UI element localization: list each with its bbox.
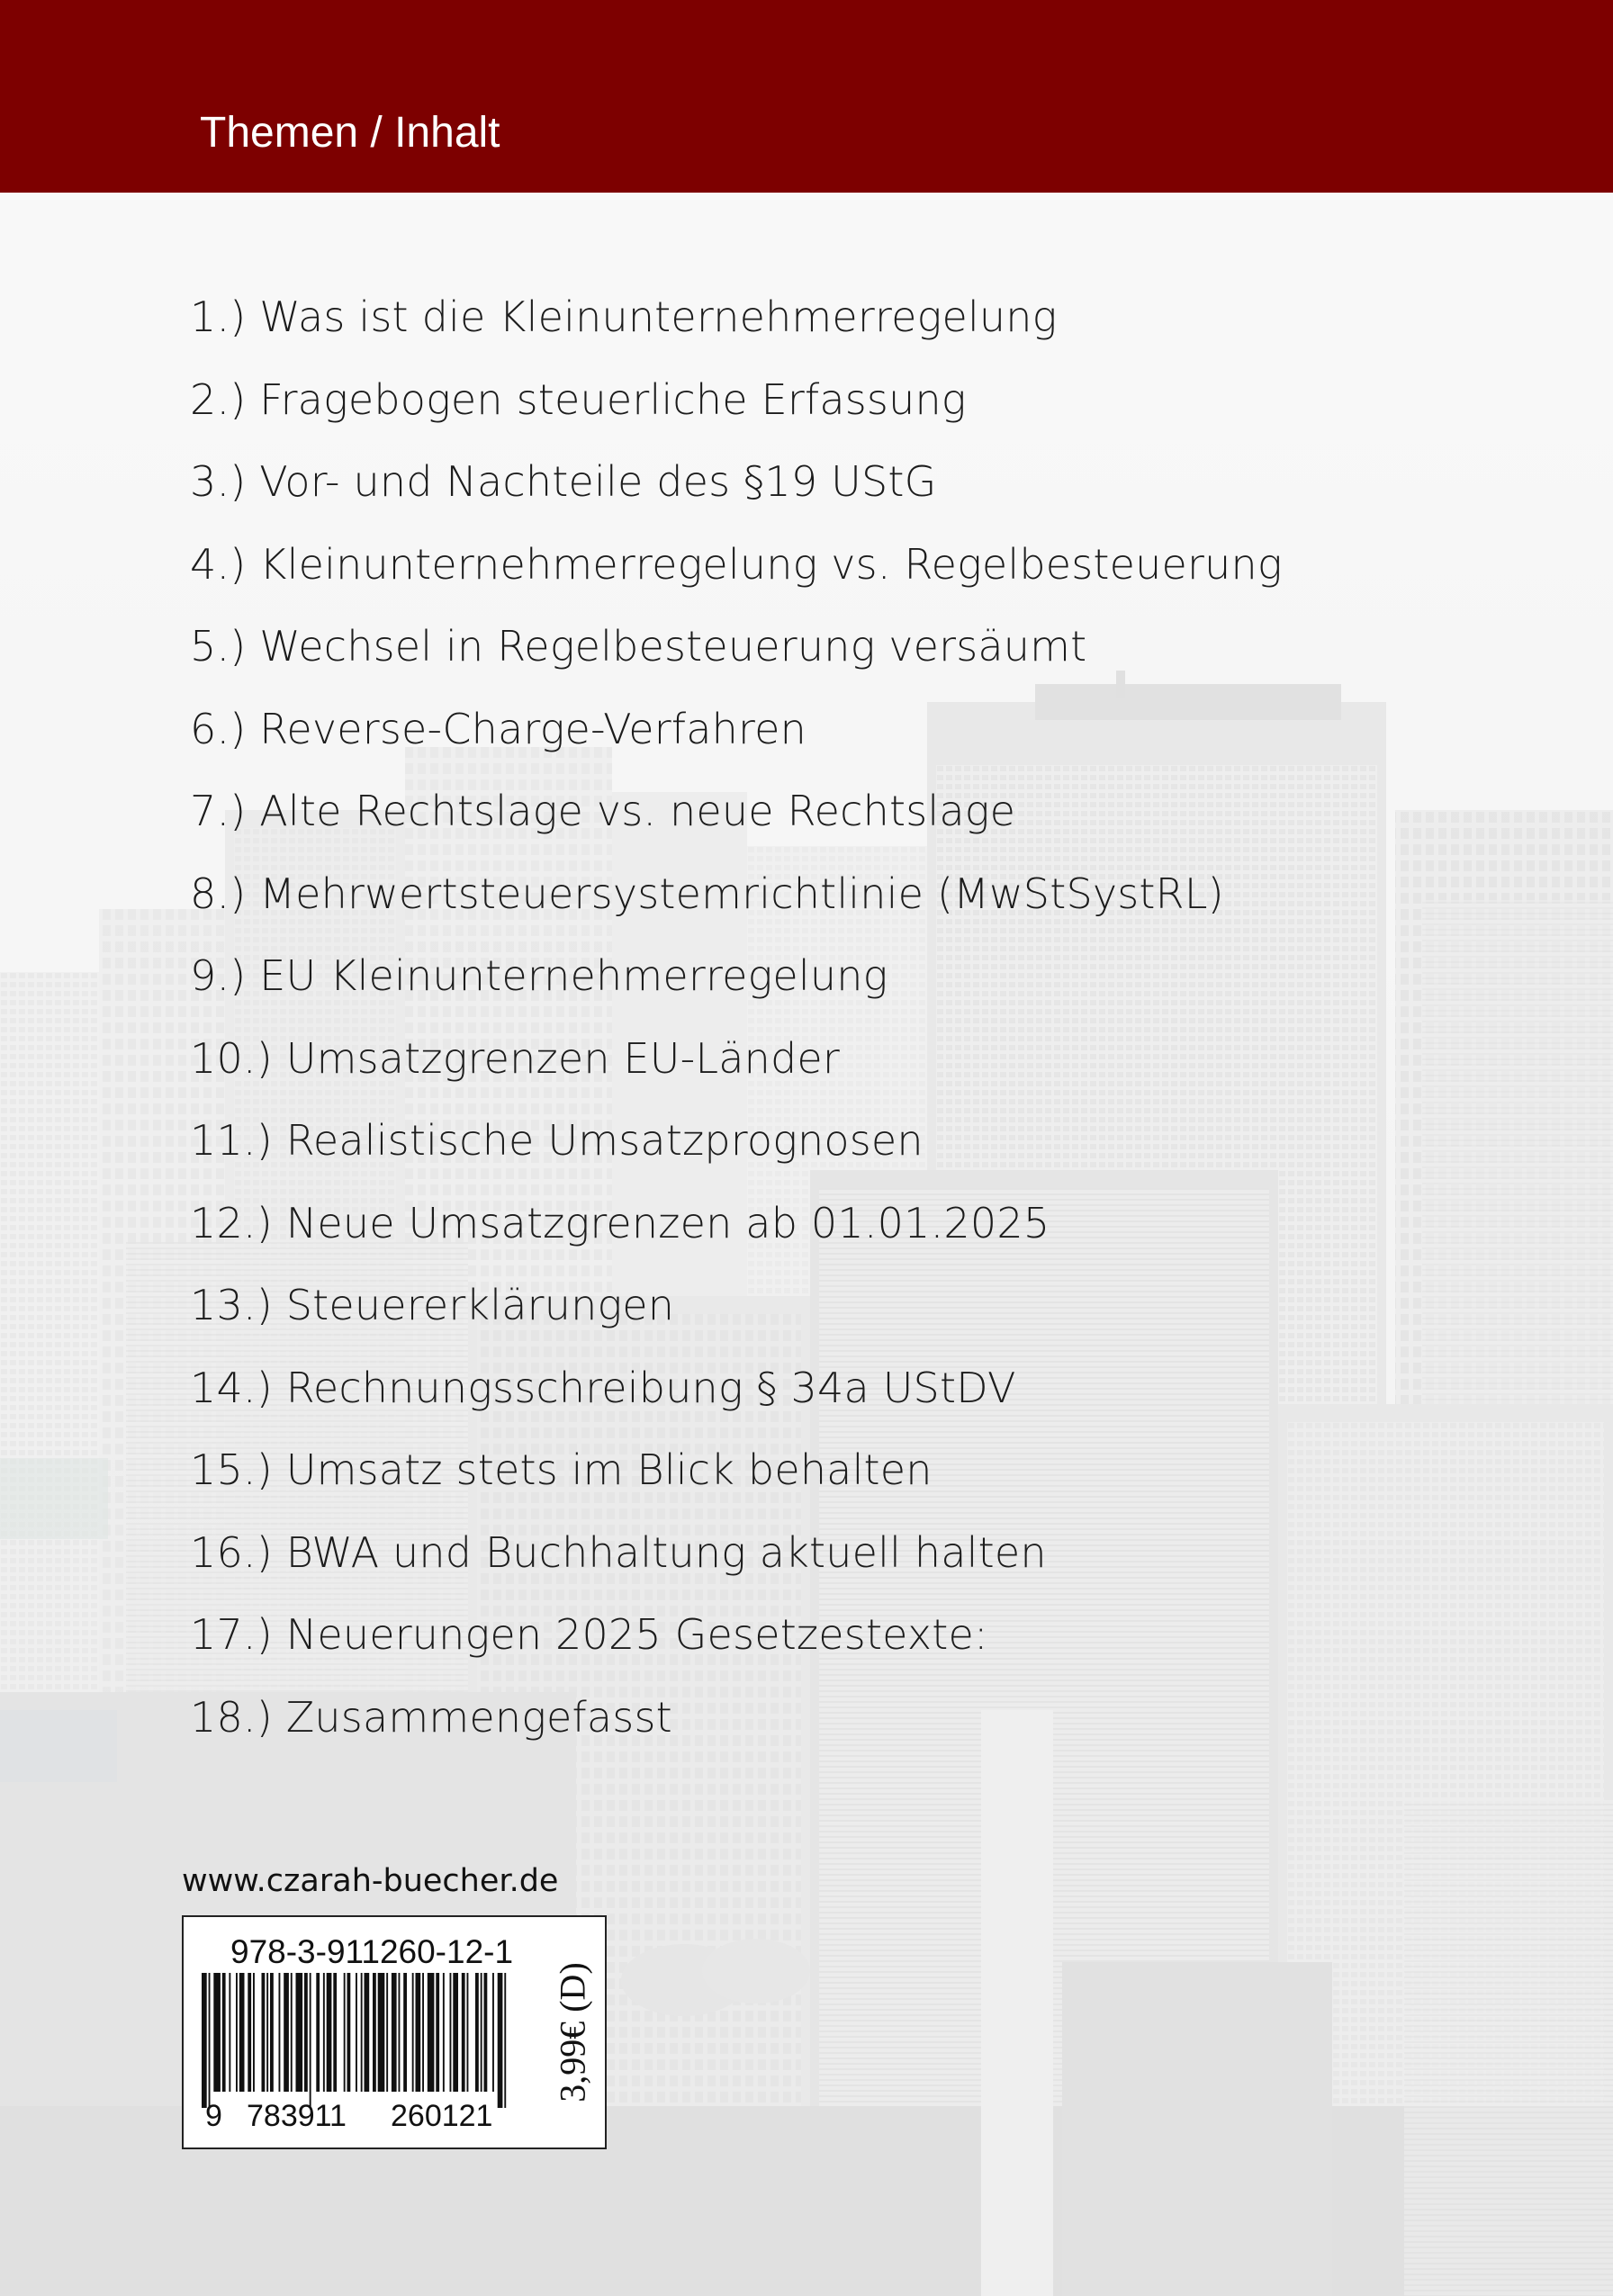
barcode-bar — [422, 1973, 424, 2092]
barcode-bar — [213, 1973, 221, 2092]
barcode-bar — [392, 1973, 397, 2092]
barcode-bar — [356, 1973, 357, 2092]
barcode-bar — [291, 1973, 293, 2092]
barcode-digits-right: 260121 — [391, 2099, 493, 2133]
barcode-bar — [412, 1973, 414, 2092]
barcode-bar — [403, 1973, 407, 2092]
isbn-number: 978-3-911260-12-1 — [230, 1933, 514, 1970]
toc-item: 1.) Was ist die Kleinunternehmerregelung — [190, 293, 1058, 341]
barcode-bar — [236, 1973, 238, 2092]
toc-item: 6.) Reverse-Charge-Verfahren — [190, 704, 806, 753]
barcode-bar — [209, 1973, 211, 2108]
barcode-bar — [498, 1973, 503, 2108]
barcode-bar — [202, 1973, 207, 2108]
barcode-bar — [262, 1973, 266, 2092]
barcode-bar — [296, 1973, 303, 2092]
barcode-box — [182, 1915, 607, 2149]
table-of-contents — [190, 289, 1283, 1771]
header-title: Themen / Inhalt — [200, 109, 500, 157]
barcode-bar — [443, 1973, 445, 2092]
barcode-icon — [202, 1973, 526, 2108]
barcode-bar — [378, 1973, 385, 2092]
toc-item: 14.) Rechnungsschreibung § 34a UStDV — [190, 1363, 1016, 1412]
barcode-bar — [467, 1973, 469, 2092]
website-url: www.czarah-buecher.de — [182, 1863, 559, 1899]
barcode-bar — [253, 1973, 255, 2092]
barcode-bar — [386, 1973, 388, 2092]
barcode-bar — [279, 1973, 281, 2092]
toc-item: 15.) Umsatz stets im Blick behalten — [190, 1445, 933, 1494]
barcode-bar — [436, 1973, 439, 2092]
barcode-bar — [270, 1973, 274, 2092]
barcode-bar — [450, 1973, 452, 2092]
header-band — [0, 0, 1613, 193]
barcode-bar — [333, 1973, 337, 2092]
barcode-bar — [316, 1973, 320, 2092]
barcode-bar — [416, 1973, 421, 2092]
toc-item: 3.) Vor- und Nachteile des §19 UStG — [190, 457, 937, 506]
toc-item: 18.) Zusammengefasst — [190, 1692, 672, 1742]
barcode-bar — [481, 1973, 482, 2092]
barcode-digit-first: 9 — [205, 2099, 222, 2133]
barcode-bar — [327, 1973, 332, 2092]
barcode-bar — [365, 1973, 370, 2092]
barcode-bar — [453, 1973, 458, 2092]
barcode-bar — [266, 1973, 268, 2092]
barcode-bar — [361, 1973, 363, 2092]
toc-item: 13.) Steuererklärungen — [190, 1281, 675, 1329]
barcode-bar — [428, 1973, 435, 2092]
toc-item: 16.) BWA und Buchhaltung aktuell halten — [190, 1527, 1047, 1577]
barcode-bar — [475, 1973, 479, 2092]
barcode-bar — [462, 1973, 465, 2092]
barcode-bar — [239, 1973, 245, 2092]
barcode-bar — [399, 1973, 401, 2092]
barcode-bar — [373, 1973, 376, 2092]
barcode-bar — [229, 1973, 230, 2092]
barcode-bar — [310, 1973, 311, 2108]
toc-item: 7.) Alte Rechtslage vs. neue Rechtslage — [190, 787, 1016, 835]
barcode-bar — [323, 1973, 325, 2092]
barcode-bar — [284, 1973, 289, 2092]
barcode-bar — [504, 1973, 506, 2108]
barcode-bar — [344, 1973, 346, 2092]
barcode-digits-left: 783911 — [247, 2099, 347, 2133]
toc-item: 5.) Wechsel in Regelbesteuerung versäumt — [190, 622, 1087, 671]
barcode-bar — [347, 1973, 351, 2092]
price-label: 3,99€ (D) — [552, 1962, 593, 2102]
barcode-bar — [484, 1973, 488, 2092]
toc-item: 12.) Neue Umsatzgrenzen ab 01.01.2025 — [190, 1198, 1050, 1247]
toc-item: 17.) Neuerungen 2025 Gesetzestexte: — [190, 1610, 988, 1659]
toc-item: 2.) Fragebogen steuerliche Erfassung — [190, 374, 967, 424]
toc-item: 9.) EU Kleinunternehmerregelung — [190, 951, 888, 1000]
toc-item: 10.) Umsatzgrenzen EU-Länder — [190, 1033, 841, 1083]
barcode-bar — [222, 1973, 226, 2092]
barcode-bar — [492, 1973, 494, 2092]
barcode-bar — [248, 1973, 251, 2092]
toc-item: 11.) Realistische Umsatzprognosen — [190, 1116, 924, 1165]
toc-item: 4.) Kleinunternehmerregelung vs. Regelbesteuerung — [190, 539, 1283, 589]
toc-item: 8.) Mehrwertsteuersystemrichtlinie (MwStSystRL) — [190, 869, 1224, 918]
barcode-bar — [304, 1973, 308, 2092]
